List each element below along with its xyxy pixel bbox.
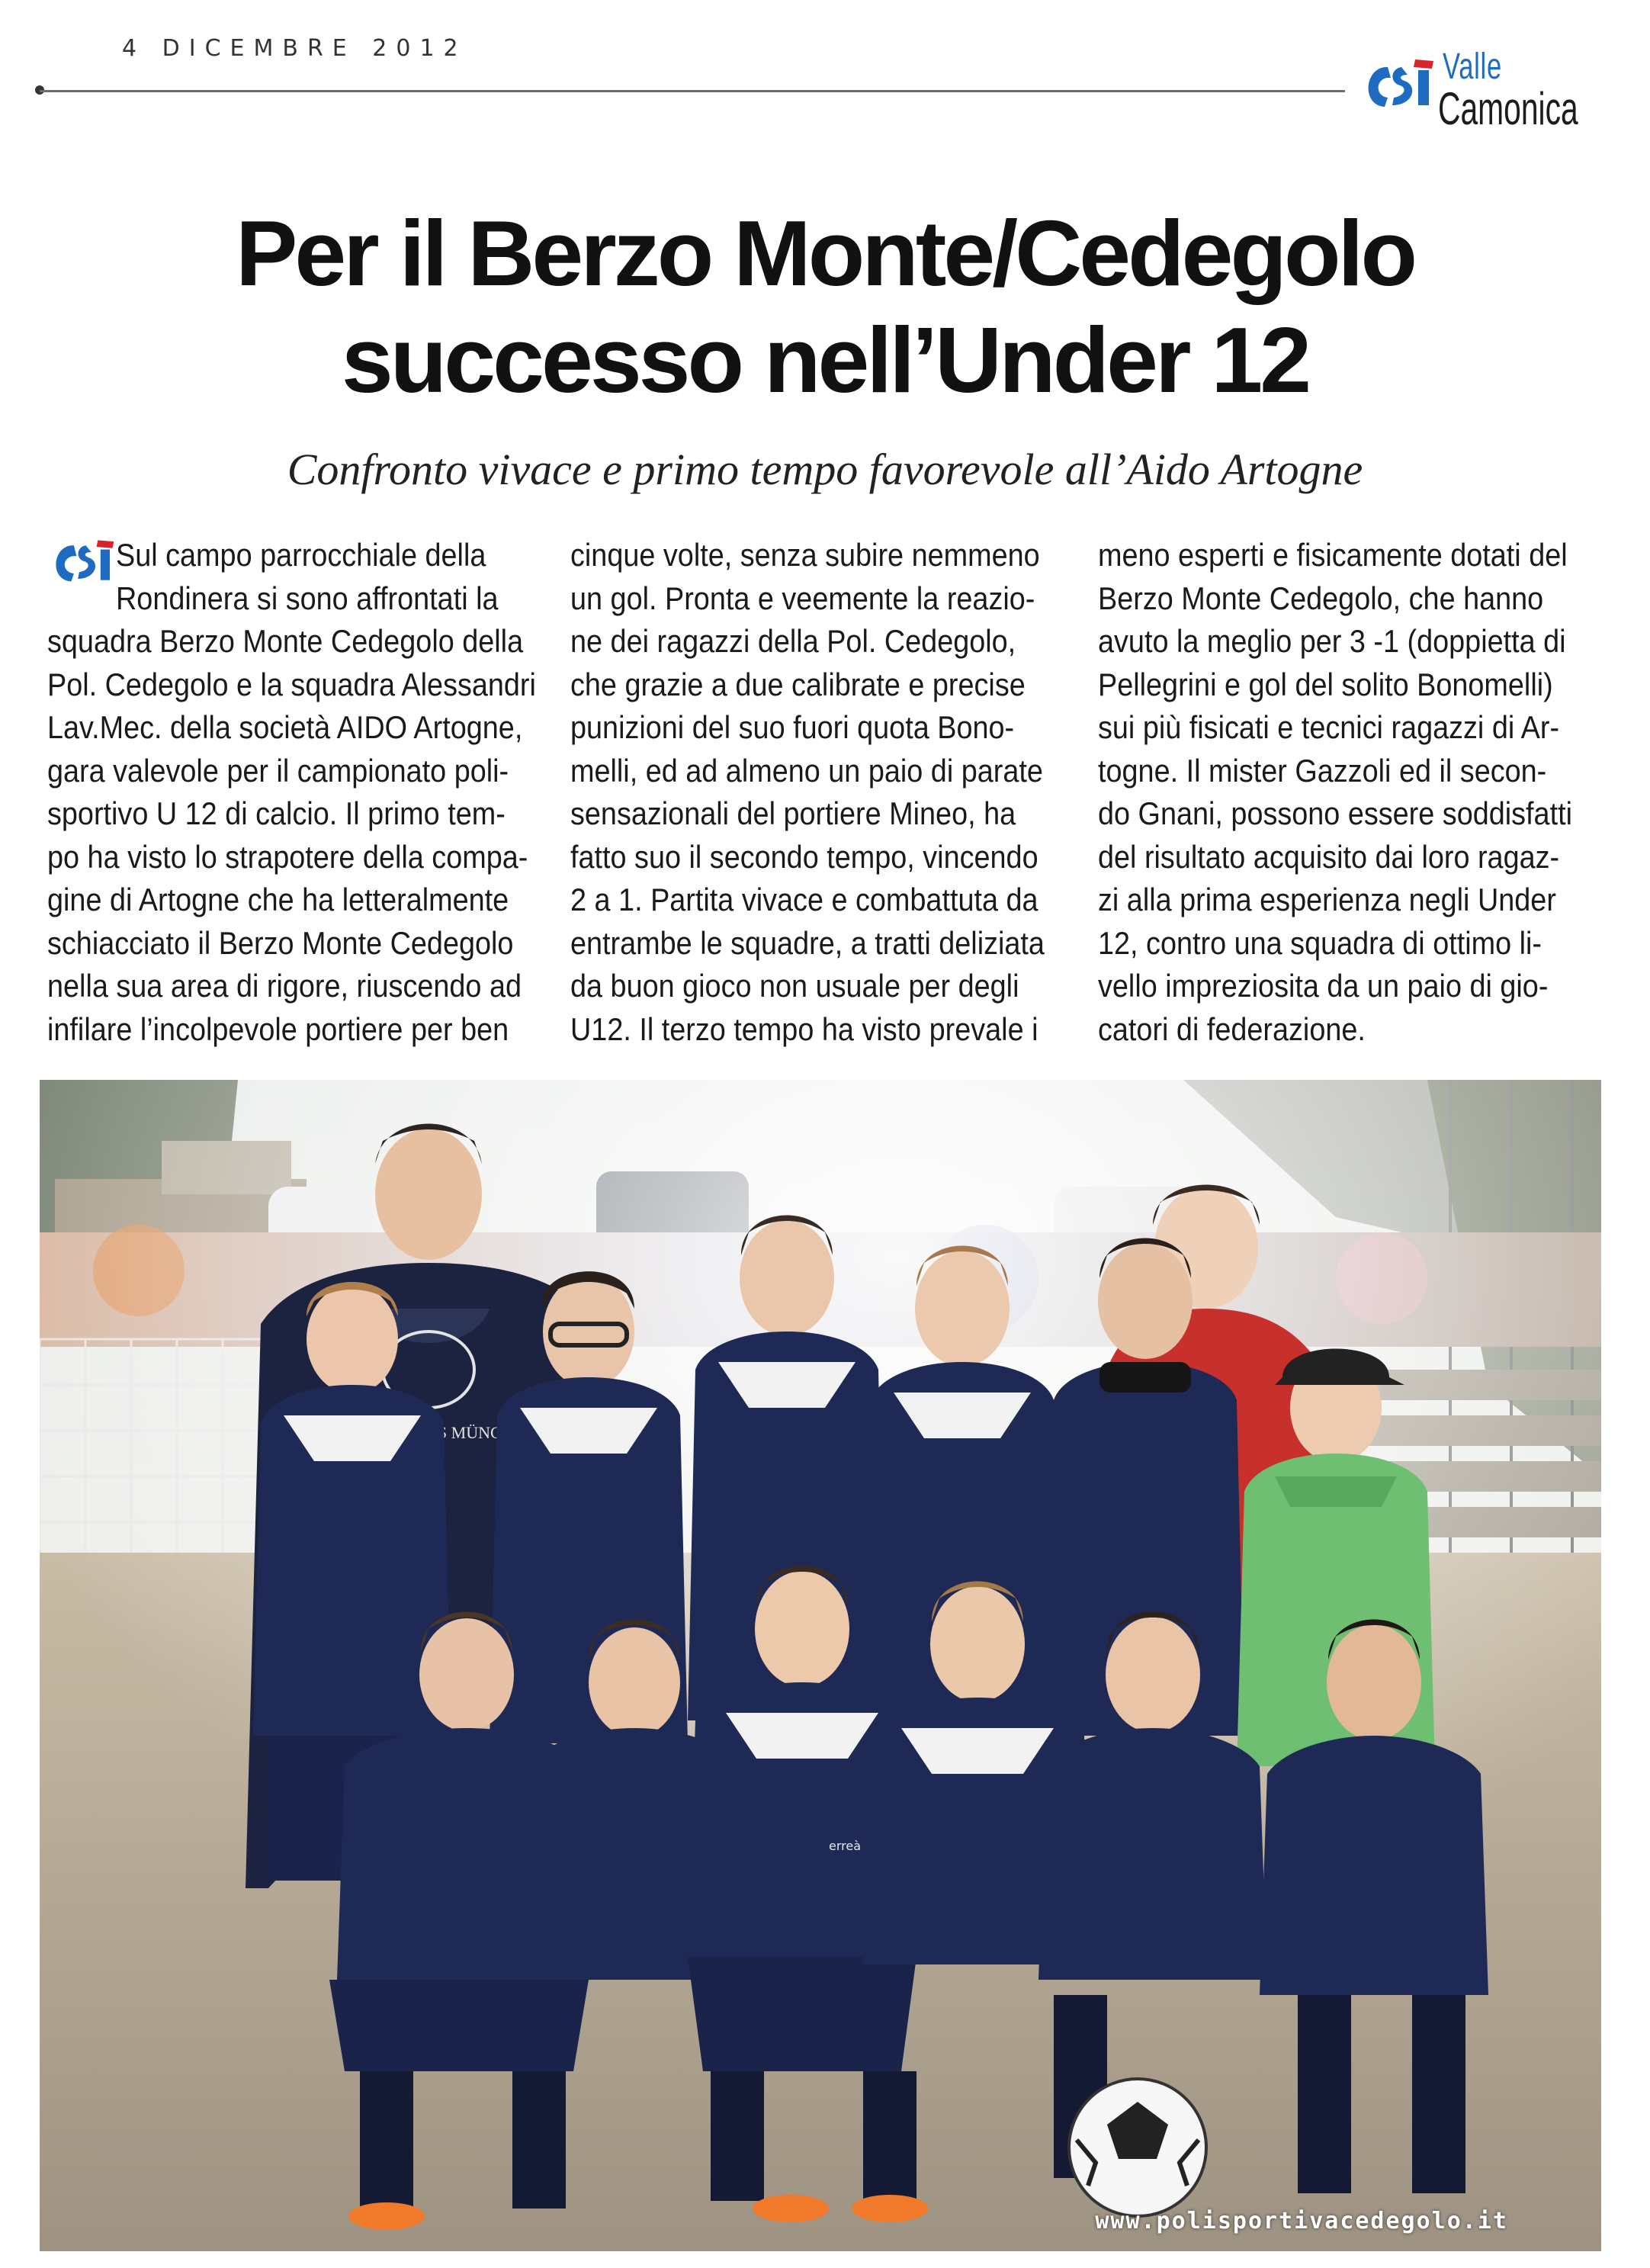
column-1-line: Sul campo parrocchiale della [116, 537, 486, 573]
column-2-line: punizioni del suo fuori quota Bono- [570, 709, 1015, 745]
article-subhead: Confronto vivace e primo tempo favorevole all’Aido Artogne [287, 445, 1363, 494]
column-3-line: 12, contro una squadra di ottimo li- [1098, 924, 1542, 961]
csi-logo-icon [1357, 52, 1441, 120]
column-1-line: infilare l’incolpevole portiere per ben [47, 1010, 509, 1047]
article-column-2 [570, 534, 1074, 1051]
column-1-line: gine di Artogne che ha letteralmente [47, 882, 509, 917]
header-rule [40, 90, 1345, 92]
team-photo [40, 1080, 1601, 2251]
column-3-line: avuto la meglio per 3 -1 (doppietta di [1098, 623, 1566, 659]
column-2-line: sensazionali del portiere Mineo, ha [570, 795, 1016, 831]
column-1-line: gara valevole per il campionato poli- [47, 752, 509, 789]
column-1-line: Rondinera si sono affrontati la [116, 580, 499, 616]
football [1069, 2079, 1206, 2216]
column-2-line: che grazie a due calibrate e precise [570, 666, 1026, 702]
photo-credit: www.polisportivacedegolo.it [1095, 2208, 1508, 2234]
kit-brand-label: erreà [829, 1839, 862, 1853]
column-1-line: sportivo U 12 di calcio. Il primo tem- [47, 795, 506, 831]
sweatshirt-print: MÜNCHEN [451, 1423, 536, 1442]
column-1-line: Pol. Cedegolo e la squadra Alessandri [47, 666, 536, 702]
column-1-line: po ha visto lo strapotere della compa- [47, 838, 528, 875]
column-3-line: Pellegrini e gol del solito Bonomelli) [1098, 666, 1553, 702]
column-1-line: nella sua area di rigore, riuscendo ad [47, 968, 522, 1004]
column-3-line: Berzo Monte Cedegolo, che hanno [1098, 580, 1544, 616]
column-3-line: del risultato acquisito dai loro ragaz- [1098, 838, 1560, 875]
column-3-line: meno esperti e fisicamente dotati del [1098, 537, 1568, 573]
column-2-line: 2 a 1. Partita vivace e combattuta da [570, 882, 1038, 917]
logo-text-camonica: Camonica [1438, 83, 1578, 134]
column-1-line: squadra Berzo Monte Cedegolo della [47, 623, 524, 659]
column-2-line: da buon gioco non usuale per degli [570, 968, 1019, 1004]
logo-text-valle: Valle [1443, 47, 1502, 87]
column-2-line: ne dei ragazzi della Pol. Cedegolo, [570, 623, 1016, 659]
column-3-line: sui più fisicati e tecnici ragazzi di Ar- [1098, 709, 1560, 745]
article-column-3 [1098, 534, 1601, 1051]
csi-valle-camonica-logo [1357, 46, 1594, 134]
column-1-line: schiacciato il Berzo Monte Cedegolo [47, 924, 514, 961]
article-headline [0, 200, 1650, 413]
column-3-line: togne. Il mister Gazzoli ed il secon- [1098, 752, 1547, 789]
issue-date: 4 DICEMBRE 2012 [122, 35, 467, 62]
column-2-line: melli, ed ad almeno un paio di parate [570, 752, 1043, 789]
column-3-line: catori di federazione. [1098, 1010, 1366, 1047]
headline-line-2: successo nell’Under 12 [341, 308, 1309, 412]
column-3-line: vello impreziosita da un paio di gio- [1098, 968, 1549, 1004]
column-1-line: Lav.Mec. della società AIDO Artogne, [47, 709, 523, 745]
column-2-line: un gol. Pronta e veemente la reazio- [570, 580, 1035, 616]
headline-line-1: Per il Berzo Monte/Cedegolo [236, 201, 1414, 305]
column-2-line: entrambe le squadre, a tratti deliziata [570, 924, 1045, 961]
column-2-line: cinque volte, senza subire nemmeno [570, 537, 1040, 573]
column-3-line: do Gnani, possono essere soddisfatti [1098, 795, 1572, 831]
team-photo-illustration [40, 1080, 1601, 2251]
column-3-line: zi alla prima esperienza negli Under [1098, 882, 1556, 917]
column-2-line: fatto suo il secondo tempo, vincendo [570, 838, 1038, 875]
article-column-1 [47, 534, 535, 1051]
column-2-line: U12. Il terzo tempo ha visto prevale i [570, 1010, 1038, 1047]
